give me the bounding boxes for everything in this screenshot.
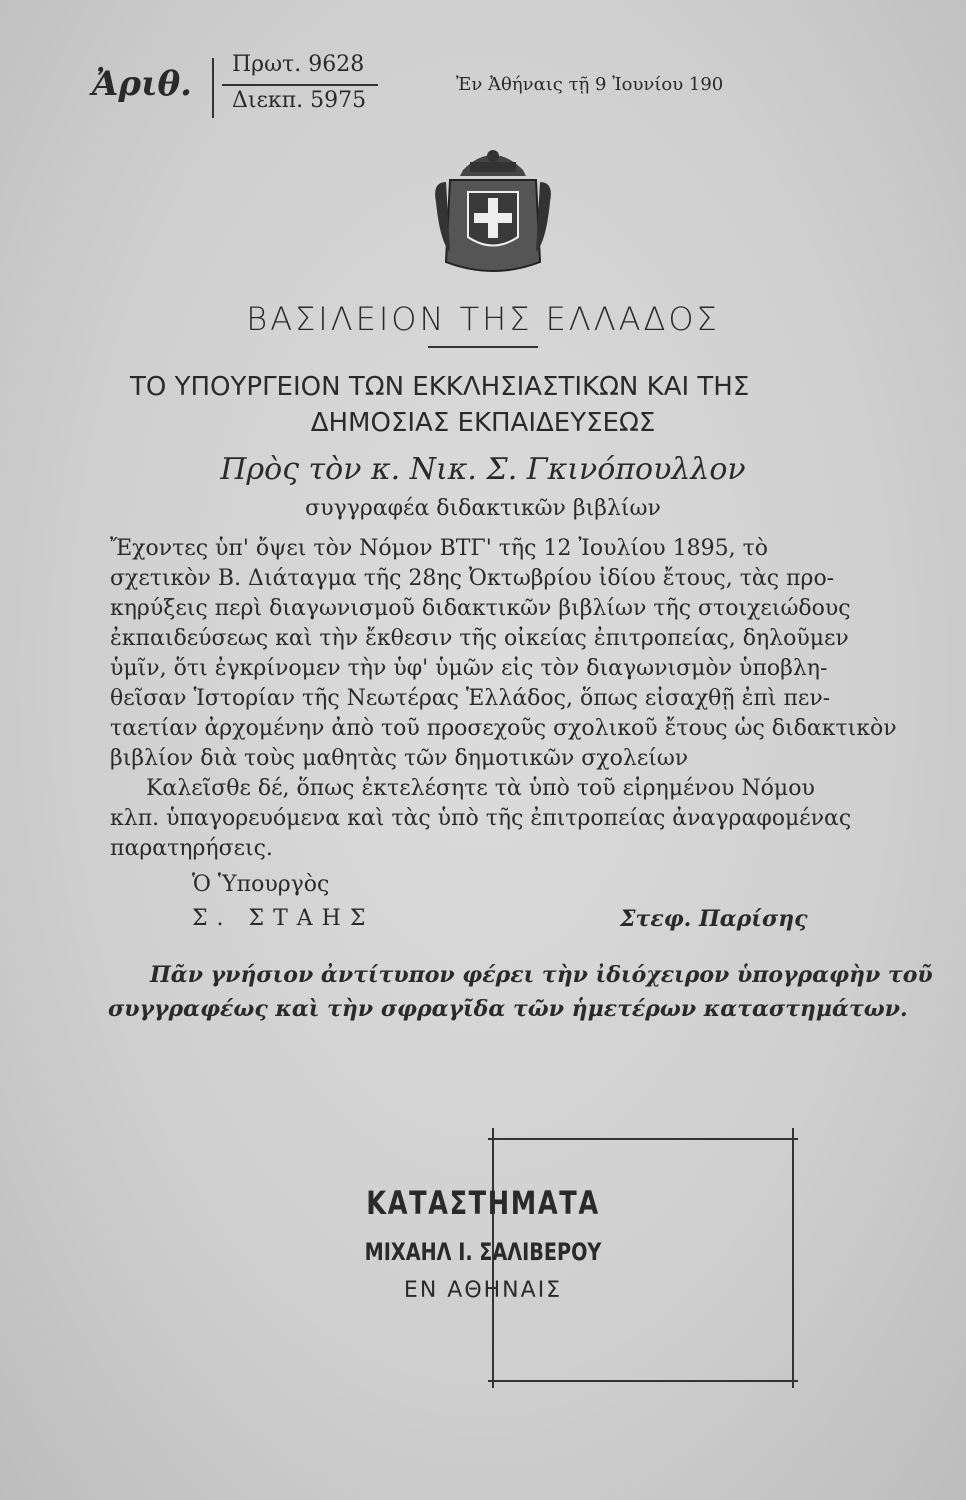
- ministry-heading-line2: ΔΗΜΟΣΙΑΣ ΕΚΠΑΙΔΕΥΣΕΩΣ: [310, 408, 656, 438]
- addressee: Πρὸς τὸν κ. Νικ. Σ. Γκινόπουλλον: [220, 452, 746, 487]
- protocol-number: Πρωτ. 9628: [232, 52, 365, 77]
- royal-coat-of-arms-icon: [428, 142, 558, 282]
- stamp-line3: ΕΝ ΑΘΗΝΑΙΣ: [403, 1278, 563, 1303]
- signature-name: Σ. ΣΤΑΗΣ: [192, 906, 375, 931]
- ministry-heading-line1: ΤΟ ΥΠΟΥΡΓΕΙΟΝ ΤΩΝ ΕΚΚΛΗΣΙΑΣΤΙΚΩΝ ΚΑΙ ΤΗΣ: [130, 372, 750, 402]
- stamp-border-bottom: [488, 1380, 798, 1382]
- signature-role: Ὁ Ὑπουργὸς: [192, 872, 330, 897]
- countersignature: Στεφ. Παρίσης: [620, 906, 808, 932]
- body-line: ὑμῖν, ὅτι ἐγκρίνομεν τὴν ὑφ' ὑμῶν εἰς τὸν διαγωνισμὸν ὑποβλη-: [110, 656, 828, 681]
- body-line: Καλεῖσθε δέ, ὅπως ἐκτελέσητε τὰ ὑπὸ τοῦ εἰρημένου Νόμου: [146, 776, 815, 801]
- body-line: σχετικὸν Β. Διάταγμα τῆς 28ης Ὀκτωβρίου ἰδίου ἔτους, τὰς προ-: [110, 566, 835, 591]
- body-line: παρατηρήσεις.: [110, 836, 273, 861]
- body-line: Ἔχοντες ὑπ' ὄψει τὸν Νόμον ΒΤΓ' τῆς 12 Ἰουλίου 1895, τὸ: [110, 536, 769, 561]
- addressee-role: συγγραφέα διδακτικῶν βιβλίων: [305, 496, 661, 521]
- body-line: κλπ. ὑπαγορευόμενα καὶ τὰς ὑπὸ τῆς ἐπιτροπείας ἀναγραφομένας: [110, 806, 852, 831]
- reference-label: Ἀριθ.: [92, 64, 192, 104]
- body-line: κηρύξεις περὶ διαγωνισμοῦ διδακτικῶν βιβλίων τῆς στοιχειώδους: [110, 596, 851, 621]
- stamp-line1: ΚΑΤΑΣΤΗΜΑΤΑ: [366, 1184, 600, 1222]
- reference-divider: [222, 84, 378, 86]
- authenticity-note-line1: Πᾶν γνήσιον ἀντίτυπον φέρει τὴν ἰδιόχειρον ὑπογραφὴν τοῦ: [150, 962, 933, 988]
- kingdom-heading: ΒΑΣΙΛΕΙΟΝ ΤΗΣ ΕΛΛΑΔΟΣ: [246, 300, 720, 338]
- body-line: θεῖσαν Ἱστορίαν τῆς Νεωτέρας Ἑλλάδος, ὅπως εἰσαχθῇ ἐπὶ πεν-: [110, 686, 831, 711]
- body-line: βιβλίον διὰ τοὺς μαθητὰς τῶν δημοτικῶν σχολείων: [110, 746, 689, 771]
- body-line: ἐκπαιδεύσεως καὶ τὴν ἔκθεσιν τῆς οἰκείας ἐπιτροπείας, δηλοῦμεν: [110, 626, 849, 651]
- dispatch-number: Διεκπ. 5975: [232, 88, 367, 113]
- stamp-border-top: [488, 1138, 798, 1140]
- body-line: ταετίαν ἀρχομένην ἀπὸ τοῦ προσεχοῦς σχολικοῦ ἔτους ὡς διδακτικὸν: [110, 716, 897, 741]
- authenticity-note-line2: συγγραφέως καὶ τὴν σφραγῖδα τῶν ἡμετέρων καταστημάτων.: [108, 996, 908, 1022]
- stamp-line2: ΜΙΧΑΗΛ Ι. ΣΑΛΙΒΕΡΟΥ: [364, 1238, 602, 1266]
- reference-brace: [212, 58, 214, 118]
- date-line: Ἐν Ἀθήναις τῇ 9 Ἰουνίου 190: [456, 74, 724, 95]
- heading-divider: [428, 346, 538, 348]
